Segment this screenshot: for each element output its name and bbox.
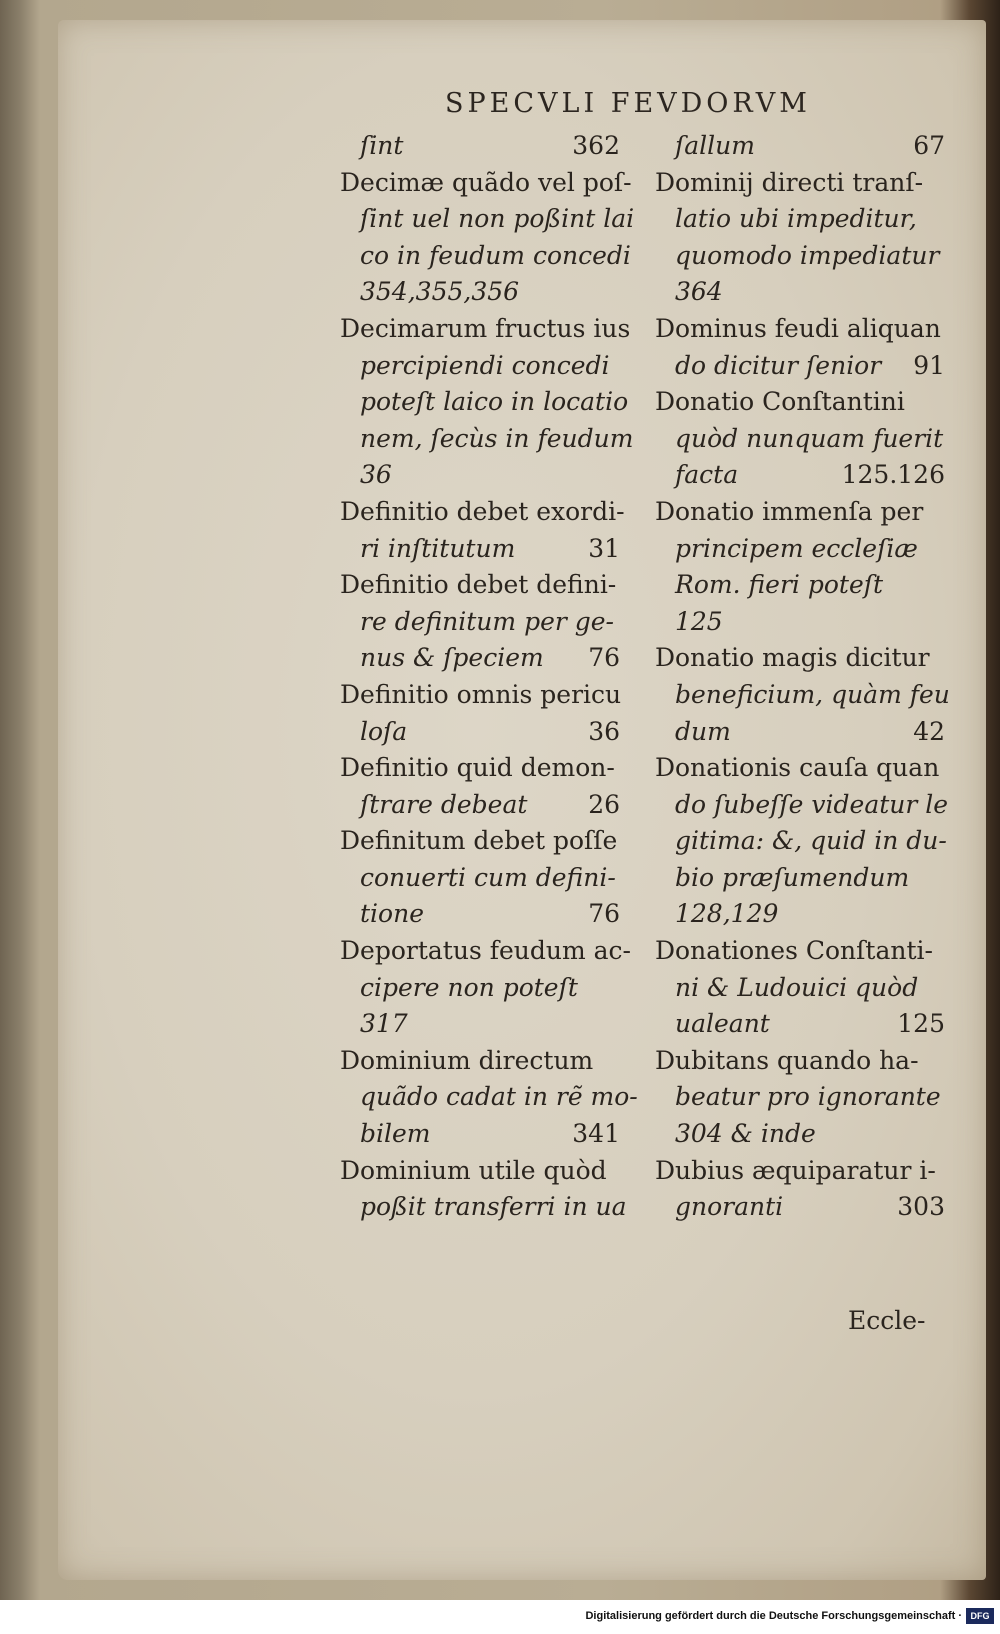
index-page-number: 341 (572, 1119, 620, 1149)
index-line (340, 201, 635, 238)
index-entry-text: latio ubi impeditur, (675, 204, 917, 234)
index-page-number: 303 (897, 1192, 945, 1222)
index-entry-text: 36 (360, 460, 392, 490)
index-line (340, 421, 634, 458)
index-entry-text: 354,355,356 (360, 277, 520, 307)
index-entry-text: Dominus feudi aliquan (655, 313, 941, 343)
index-line (340, 457, 620, 494)
index-line (655, 311, 945, 348)
index-line (655, 933, 945, 970)
index-page-number: 125.126 (841, 460, 945, 490)
index-line (655, 677, 950, 714)
index-entry-text: Donationes Conſtanti- (655, 936, 933, 966)
index-entry-text: ualeant (675, 1009, 770, 1039)
index-line (340, 1043, 620, 1080)
index-entry-text: principem eccleſiæ (675, 533, 918, 563)
index-line (340, 1189, 627, 1226)
index-entry-text: ſint (360, 131, 404, 160)
index-entry-text: ſint uel non poßint lai (360, 204, 635, 234)
running-head: SPECVLI FEVDORVM (445, 88, 811, 119)
index-entry-text: beatur pro ignorante (675, 1082, 941, 1112)
index-line (340, 750, 620, 787)
catchword: Eccle- (848, 1306, 926, 1335)
index-line (655, 604, 945, 641)
index-page-number: 42 (913, 716, 945, 746)
index-line (655, 201, 945, 238)
index-entry-text: Donatio immenſa per (655, 496, 924, 526)
index-entry-text: Definitio debet defini- (340, 570, 617, 600)
index-entry-text: tione (360, 899, 424, 929)
footer-credit: Digitalisierung gefördert durch die Deutsche Forschungsgemeinschaft · (585, 1610, 962, 1622)
index-line (655, 1079, 945, 1116)
index-line (340, 238, 631, 275)
index-line (655, 457, 945, 494)
index-entry-text: Dubitans quando ha- (655, 1045, 919, 1075)
index-line (655, 1006, 945, 1043)
index-column-left (340, 128, 638, 1226)
index-line (340, 165, 632, 202)
index-line (340, 860, 620, 897)
index-page-number: 91 (913, 350, 945, 380)
index-line (340, 677, 620, 714)
index-line (340, 787, 620, 824)
index-line (655, 1189, 945, 1226)
index-line (340, 348, 620, 385)
index-entry-text: cipere non poteſt (360, 972, 578, 1002)
index-line (655, 165, 945, 202)
index-line (340, 640, 620, 677)
index-line (340, 1116, 620, 1153)
index-page-number: 76 (588, 643, 620, 673)
index-page-number: 76 (588, 899, 620, 929)
index-line (655, 896, 945, 933)
index-entry-text: Dominium directum (340, 1045, 594, 1075)
index-entry-text: poteſt laico in locatio (360, 387, 629, 417)
index-line (655, 1116, 945, 1153)
index-line (340, 128, 620, 165)
index-column-right (655, 128, 950, 1226)
index-page-number: 26 (588, 789, 620, 819)
index-entry-text: ni & Ludouici quòd (675, 972, 919, 1002)
index-entry-text: Rom. fieri poteſt (675, 570, 884, 600)
index-line (340, 1079, 638, 1116)
index-line (655, 860, 945, 897)
index-line (655, 567, 945, 604)
index-line (655, 970, 945, 1007)
index-line (340, 311, 631, 348)
index-line (340, 1153, 620, 1190)
index-entry-text: Definitio quid demon- (340, 753, 615, 783)
index-line (655, 384, 945, 421)
index-entry-text: Decimæ quãdo vel poſ- (340, 167, 632, 197)
index-entry-text: loſa (360, 716, 408, 746)
index-entry-text: quãdo cadat in rẽ mo- (360, 1082, 638, 1112)
index-line (340, 567, 620, 604)
index-line (655, 274, 945, 311)
digitization-footer (0, 1600, 1000, 1634)
index-line (340, 823, 620, 860)
index-entry-text: Dominij directi tranſ- (655, 167, 924, 197)
index-entry-text: dum (675, 716, 731, 746)
index-page-number: 67 (913, 131, 945, 160)
index-entry-text: bio præſumendum (675, 862, 910, 892)
index-entry-text: 304 & inde (675, 1119, 816, 1149)
index-line (655, 421, 945, 458)
index-entry-text: co in feudum concedi (360, 240, 631, 270)
index-entry-text: bilem (360, 1119, 431, 1149)
index-entry-text: 128,129 (675, 899, 779, 929)
index-line (340, 896, 620, 933)
index-page-number: 362 (572, 131, 620, 160)
index-line (655, 348, 945, 385)
index-entry-text: facta (675, 460, 739, 490)
dfg-logo: DFG (966, 1608, 994, 1624)
index-line (340, 494, 625, 531)
index-line (340, 714, 620, 751)
index-entry-text: Definitio debet exordi- (340, 496, 625, 526)
index-entry-text: ſtrare debeat (360, 789, 528, 819)
index-entry-text: conuerti cum defini- (360, 862, 616, 892)
index-entry-text: Decimarum fructus ius (340, 313, 631, 343)
index-line (655, 640, 945, 677)
index-entry-text: Dubius æquiparatur i- (655, 1155, 936, 1185)
index-line (340, 604, 620, 641)
index-line (655, 787, 949, 824)
index-entry-text: ri inſtitutum (360, 533, 516, 563)
index-entry-text: 125 (675, 606, 723, 636)
index-entry-text: Dominium utile quòd (340, 1155, 607, 1185)
index-entry-text: poßit transferri in ua (360, 1192, 627, 1222)
index-entry-text: re definitum per ge- (360, 606, 615, 636)
index-line (340, 531, 620, 568)
index-entry-text: quòd nunquam fuerit (675, 423, 944, 453)
index-line (340, 384, 629, 421)
index-page-number: 36 (588, 716, 620, 746)
index-line (655, 531, 945, 568)
index-entry-text: nem, ſecùs in feudum (360, 423, 634, 453)
index-entry-text: ſallum (675, 131, 755, 160)
index-entry-text: gitima: &, quid in du- (675, 826, 947, 856)
index-entry-text: percipiendi concedi (360, 350, 610, 380)
index-line (655, 494, 945, 531)
index-line (655, 128, 945, 165)
index-line (655, 714, 945, 751)
index-line (340, 274, 620, 311)
index-entry-text: Deportatus feudum ac- (340, 936, 631, 966)
index-entry-text: do ſubeſſe videatur le (675, 789, 949, 819)
index-entry-text: beneficium, quàm feu (675, 679, 950, 709)
index-line (655, 238, 945, 275)
index-entry-text: Donatio magis dicitur (655, 643, 930, 673)
index-entry-text: quomodo impediatur (675, 240, 940, 270)
index-entry-text: Definitio omnis pericu (340, 679, 622, 709)
index-entry-text: Definitum debet poſſe (340, 826, 618, 856)
index-line (655, 750, 945, 787)
index-entry-text: do dicitur ſenior (675, 350, 882, 380)
index-entry-text: 364 (675, 277, 723, 307)
index-line (655, 1153, 945, 1190)
index-entry-text: nus & ſpeciem (360, 643, 544, 673)
index-line (340, 970, 620, 1007)
index-line (340, 933, 631, 970)
index-line (340, 1006, 620, 1043)
index-entry-text: 317 (360, 1009, 408, 1039)
index-line (655, 823, 945, 860)
index-page-number: 31 (588, 533, 620, 563)
index-entry-text: Donatio Conſtantini (655, 387, 905, 417)
index-page-number: 125 (897, 1009, 945, 1039)
index-entry-text: gnoranti (675, 1192, 784, 1222)
index-entry-text: Donationis cauſa quan (655, 753, 940, 783)
index-line (655, 1043, 945, 1080)
